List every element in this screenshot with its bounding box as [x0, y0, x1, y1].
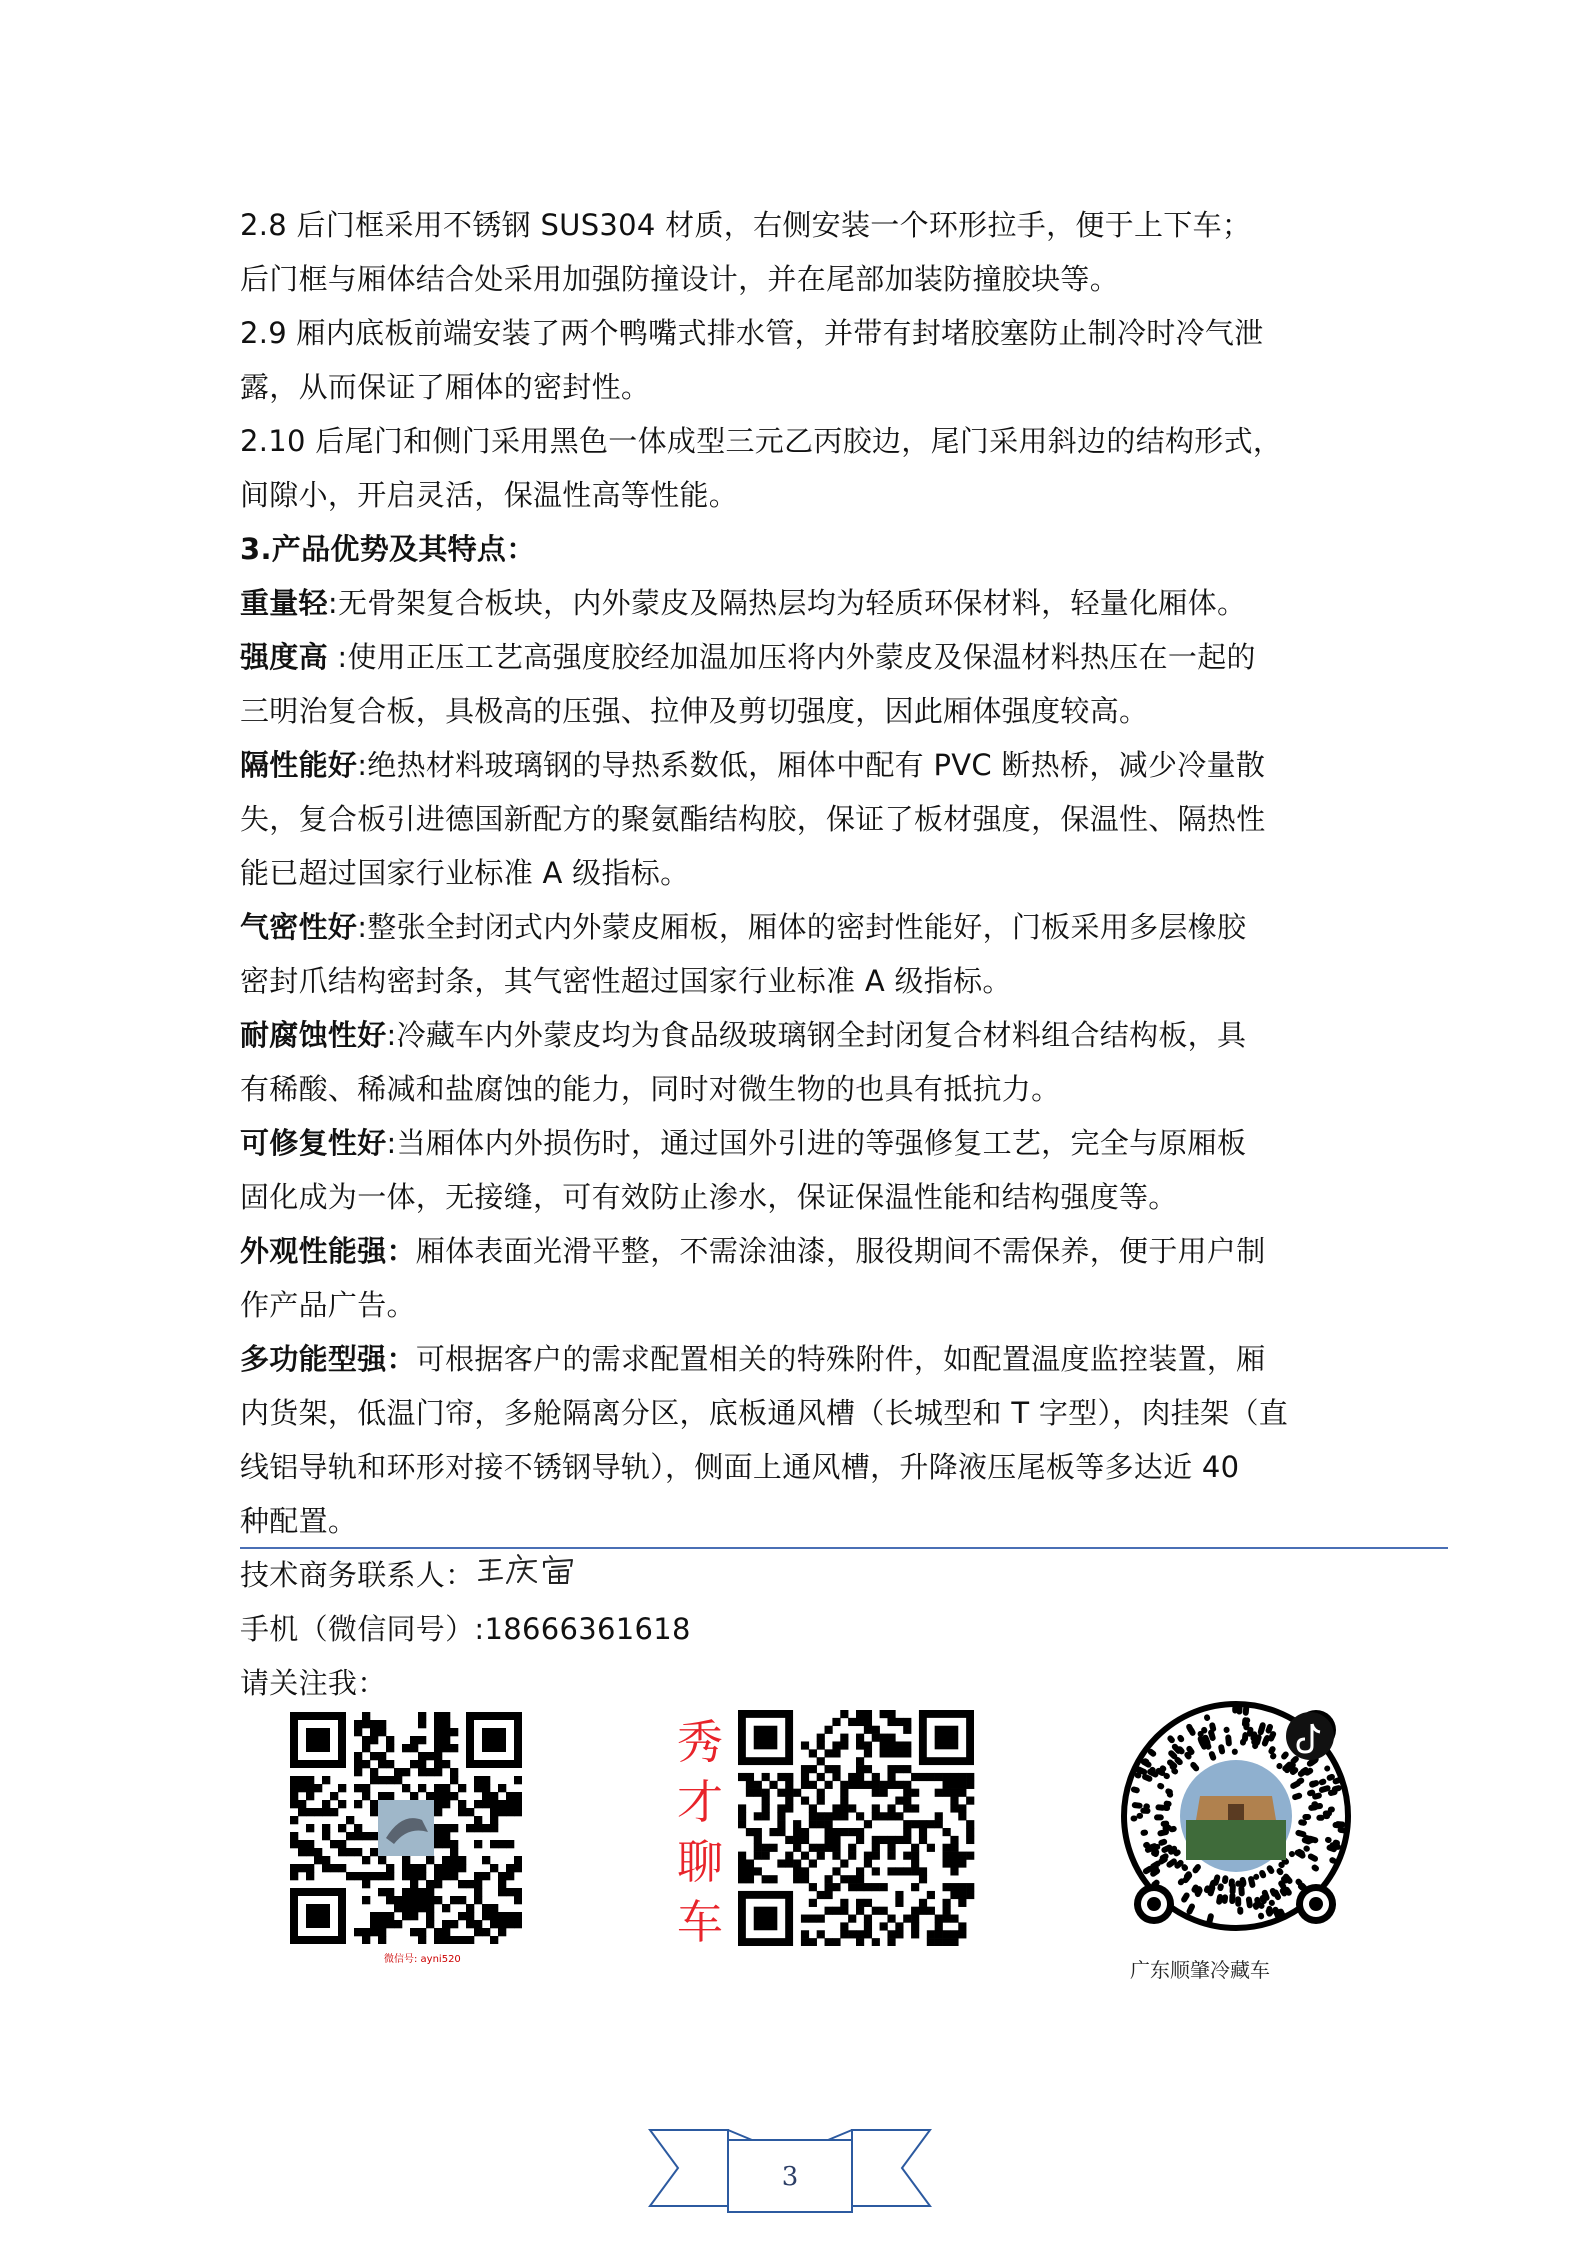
text-line [240, 630, 1360, 684]
signature [474, 1549, 584, 1606]
wechat-qr-caption: 微信号: ayni520 [384, 1954, 461, 1965]
text-line [240, 1278, 1360, 1332]
text-line [240, 198, 1360, 252]
text-line [240, 306, 1360, 360]
xiucai-char: 聊 [677, 1835, 723, 1889]
text-segment: 露，从而保证了厢体的密封性。 [240, 370, 651, 404]
bold-term: 强度高 [240, 640, 328, 674]
text-line [240, 738, 1360, 792]
text-segment: 密封爪结构密封条，其气密性超过国家行业标准 A 级指标。 [240, 964, 1012, 998]
text-segment: 有稀酸、稀减和盐腐蚀的能力，同时对微生物的也具有抵抗力。 [240, 1072, 1061, 1106]
text-line [240, 1386, 1360, 1440]
bold-term: 气密性好 [240, 910, 358, 944]
contact-block [240, 1548, 1140, 1710]
douyin-code-image [1120, 1700, 1352, 1932]
text-segment: 失，复合板引进德国新配方的聚氨酯结构胶，保证了板材强度，保温性、隔热性 [240, 802, 1266, 836]
follow-label: 请关注我： [240, 1666, 387, 1700]
contact-person-label: 技术商务联系人： [240, 1558, 475, 1592]
qr-code-image [738, 1710, 978, 1946]
douyin-code [1120, 1700, 1352, 1936]
page-number-ribbon [640, 2110, 940, 2220]
text-segment: 可根据客户的需求配置相关的特殊附件，如配置温度监控装置，厢 [415, 1342, 1266, 1376]
text-line [240, 792, 1360, 846]
text-line [240, 576, 1360, 630]
text-segment: 种配置。 [240, 1504, 358, 1538]
text-line [240, 954, 1360, 1008]
xiucai-char: 才 [677, 1775, 723, 1829]
text-line [240, 846, 1360, 900]
text-line [240, 684, 1360, 738]
text-segment: 2.8 后门框采用不锈钢 SUS304 材质，右侧安装一个环形拉手，便于上下车； [240, 208, 1252, 242]
text-segment: :冷藏车内外蒙皮均为食品级玻璃钢全封闭复合材料组合结构板，具 [386, 1018, 1247, 1052]
text-line [240, 1224, 1360, 1278]
xiucai-liaoche-label [672, 1712, 728, 1952]
bold-term: 重量轻 [240, 586, 328, 620]
text-segment: 内货架，低温门帘，多舱隔离分区，底板通风槽（长城型和 T 字型），肉挂架（直 [240, 1396, 1289, 1430]
text-line [240, 900, 1360, 954]
text-line [240, 1062, 1360, 1116]
text-segment: :绝热材料玻璃钢的导热系数低，厢体中配有 PVC 断热桥，减少冷量散 [357, 748, 1266, 782]
signature-drawing [474, 1549, 584, 1589]
text-segment: 固化成为一体，无接缝，可有效防止渗水，保证保温性能和结构强度等。 [240, 1180, 1178, 1214]
text-segment: :无骨架复合板块，内外蒙皮及隔热层均为轻质环保材料，轻量化厢体。 [327, 586, 1247, 620]
text-segment: 作产品广告。 [240, 1288, 416, 1322]
text-line [240, 360, 1360, 414]
text-segment: :当厢体内外损伤时，通过国外引进的等强修复工艺，完全与原厢板 [386, 1126, 1247, 1160]
text-line [240, 1440, 1360, 1494]
bold-term: 外观性能强： [240, 1234, 416, 1268]
bold-term: 隔性能好 [240, 748, 358, 782]
text-line [240, 522, 1360, 576]
text-segment: 2.9 厢内底板前端安装了两个鸭嘴式排水管，并带有封堵胶塞防止制冷时冷气泄 [240, 316, 1264, 350]
bold-term: 耐腐蚀性好 [240, 1018, 387, 1052]
xiucai-char: 车 [677, 1895, 723, 1949]
text-line [240, 1170, 1360, 1224]
qr-code-image [290, 1712, 522, 1944]
text-segment: 后门框与厢体结合处采用加强防撞设计，并在尾部加装防撞胶块等。 [240, 262, 1120, 296]
text-segment: 2.10 后尾门和侧门采用黑色一体成型三元乙丙胶边，尾门采用斜边的结构形式， [240, 424, 1283, 458]
bold-term: 多功能型强： [240, 1342, 416, 1376]
bold-term: 3.产品优势及其特点： [240, 532, 536, 566]
page-number: 3 [781, 2162, 799, 2192]
text-line [240, 414, 1360, 468]
text-line [240, 252, 1360, 306]
bold-term: 可修复性好 [240, 1126, 387, 1160]
wechat-qr-code [290, 1712, 522, 1948]
contact-person-line [240, 1548, 1140, 1602]
text-segment: 能已超过国家行业标准 A 级指标。 [240, 856, 690, 890]
text-segment: 厢体表面光滑平整，不需涂油漆，服役期间不需保养，便于用户制 [415, 1234, 1266, 1268]
xiucai-qr-code [738, 1710, 978, 1950]
douyin-caption: 广东顺肇冷藏车 [1130, 1958, 1270, 1982]
text-line [240, 1116, 1360, 1170]
phone-line: 手机（微信同号）:18666361618 [240, 1612, 691, 1646]
text-segment: 间隙小，开启灵活，保温性高等性能。 [240, 478, 739, 512]
text-line [240, 1494, 1360, 1548]
text-segment: :使用正压工艺高强度胶经加温加压将内外蒙皮及保温材料热压在一起的 [327, 640, 1256, 674]
text-line [240, 1332, 1360, 1386]
xiucai-char: 秀 [677, 1715, 723, 1769]
text-line [240, 468, 1360, 522]
body-text [240, 198, 1360, 1548]
text-segment: :整张全封闭式内外蒙皮厢板，厢体的密封性能好，门板采用多层橡胶 [357, 910, 1247, 944]
text-line [240, 1008, 1360, 1062]
text-segment: 三明治复合板，具极高的压强、拉伸及剪切强度，因此厢体强度较高。 [240, 694, 1149, 728]
text-segment: 线铝导轨和环形对接不锈钢导轨），侧面上通风槽，升降液压尾板等多达近 40 [240, 1450, 1240, 1484]
